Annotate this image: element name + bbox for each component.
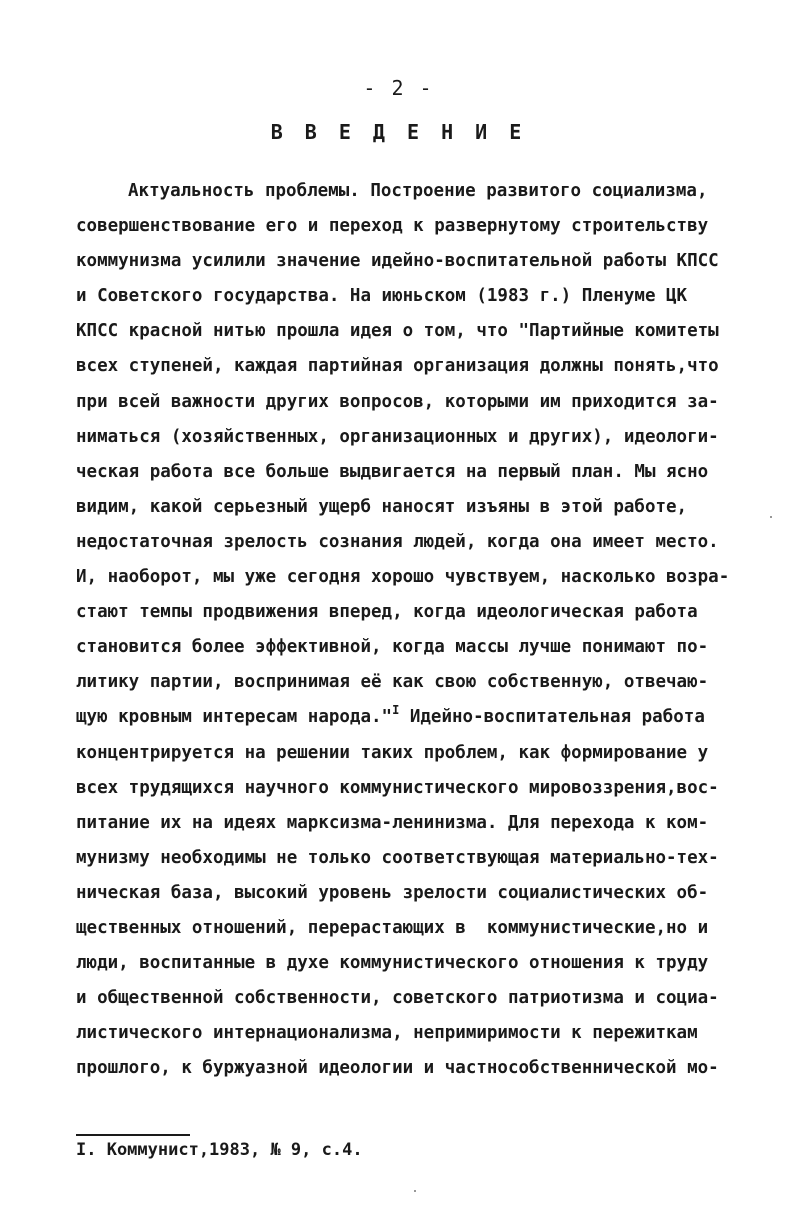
footnote-marker: I	[392, 703, 400, 718]
body-text	[76, 174, 776, 1086]
text-line: при всей важности других вопросов, которыми им приходится за-	[76, 391, 719, 412]
footnote: I. Коммунист,1983, № 9, с.4.	[76, 1140, 363, 1160]
text-line: прошлого, к буржуазной идеологии и частнособственнической мо-	[76, 1058, 719, 1079]
text-line-start: щую кровным интересам народа."	[76, 707, 393, 728]
text-line: мунизму необходимы не только соответствующая материально-тех-	[76, 847, 719, 868]
text-line: Актуальность проблемы. Построение развитого социализма,	[128, 181, 708, 201]
text-line: литику партии, воспринимая её как свою собственную, отвечаю-	[76, 672, 709, 693]
text-line: листического интернационализма, непримиримости к пережиткам	[76, 1023, 698, 1044]
footnote-divider	[76, 1134, 190, 1136]
section-heading: В В Е Д Е Н И Е	[270, 120, 527, 144]
text-line: стают темпы продвижения вперед, когда идеологическая работа	[76, 602, 698, 623]
text-line-with-footnote	[76, 700, 776, 735]
text-line: совершенствование его и переход к развернутому строительству	[76, 216, 709, 237]
text-line: питание их на идеях марксизма-ленинизма. Для перехода к ком-	[76, 812, 709, 833]
text-line: видим, какой серьезный ущерб наносят изъяны в этой работе,	[76, 496, 688, 517]
text-line: КПСС красной нитью прошла идея о том, что "Партийные комитеты	[76, 321, 719, 342]
text-line-tail: Идейно-воспитательная работа	[399, 707, 705, 728]
text-line: ческая работа все больше выдвигается на первый план. Мы ясно	[76, 461, 709, 482]
text-line: становится более эффективной, когда массы лучше понимают по-	[76, 637, 709, 658]
text-line: щественных отношений, перерастающих в коммунистические,но и	[76, 917, 709, 938]
text-line: ническая база, высокий уровень зрелости социалистических об-	[76, 882, 709, 903]
text-line: и Советского государства. На июньском (1983 г.) Пленуме ЦК	[76, 286, 688, 307]
scan-speck	[770, 516, 772, 518]
text-line: И, наоборот, мы уже сегодня хорошо чувствуем, насколько возра-	[76, 567, 730, 588]
text-line: коммунизма усилили значение идейно-воспитательной работы КПСС	[76, 251, 719, 272]
text-line: и общественной собственности, советского патриотизма и социа-	[76, 988, 719, 1009]
scan-speck	[414, 1190, 416, 1192]
text-line: недостаточная зрелость сознания людей, когда она имеет место.	[76, 531, 719, 552]
text-line: люди, воспитанные в духе коммунистического отношения к труду	[76, 953, 709, 974]
text-line: ниматься (хозяйственных, организационных и других), идеологи-	[76, 426, 719, 447]
text-line: концентрируется на решении таких проблем, как формирование у	[76, 742, 709, 763]
text-line: всех ступеней, каждая партийная организация должны понять,что	[76, 356, 719, 377]
text-line: всех трудящихся научного коммунистического мировоззрения,вос-	[76, 777, 719, 798]
page-number: - 2 -	[363, 76, 434, 100]
